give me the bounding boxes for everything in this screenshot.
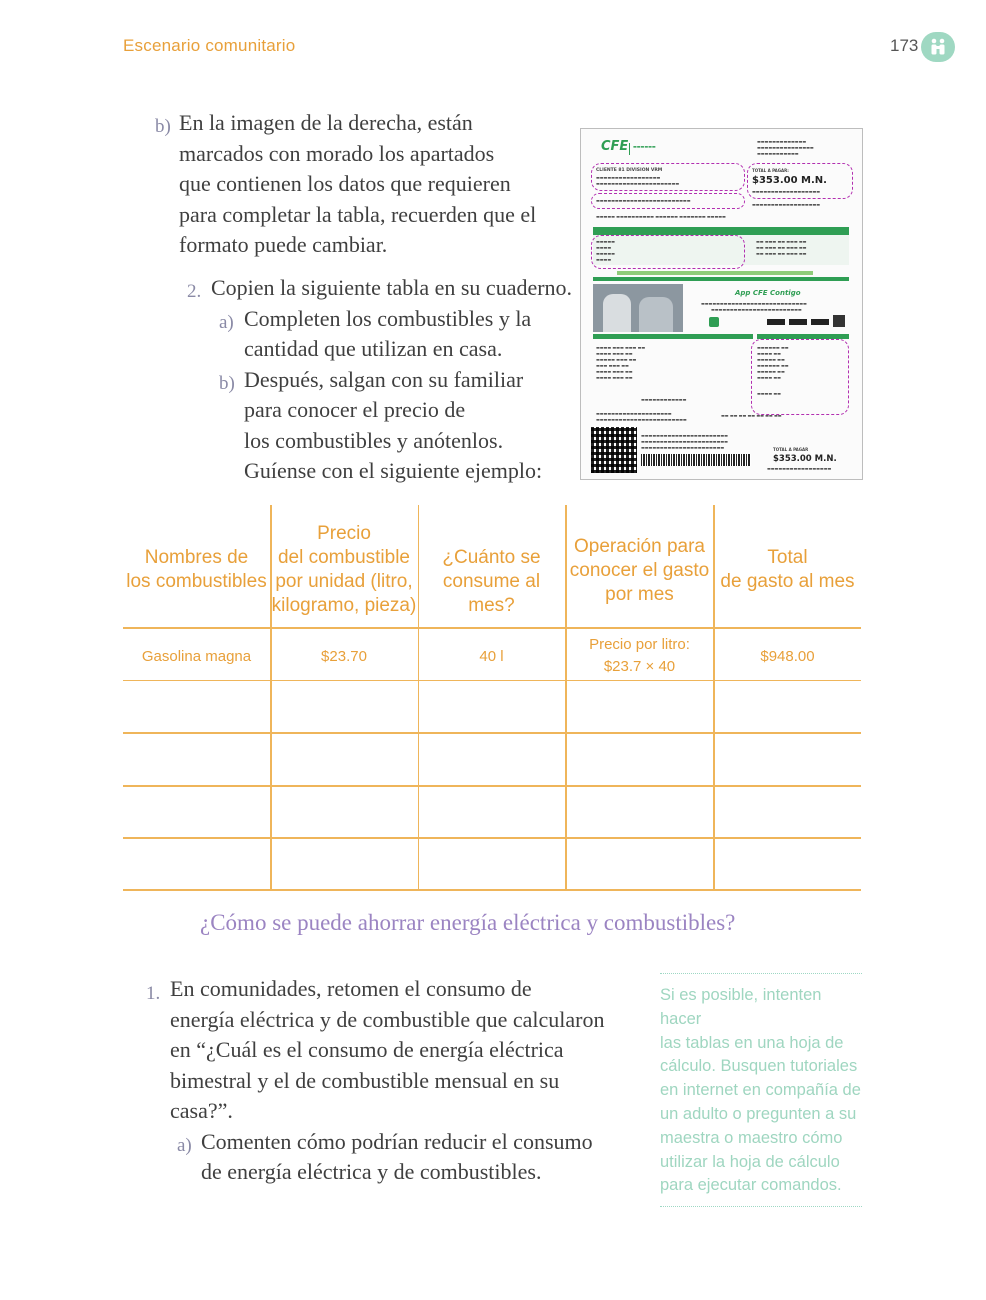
part-1-line: En comunidades, retomen el consumo de bbox=[170, 976, 532, 1001]
section-title: Escenario comunitario bbox=[123, 36, 296, 55]
community-icon bbox=[921, 32, 955, 62]
step-2a-line: cantidad que utilizan en casa. bbox=[244, 336, 503, 361]
header-monthly-consumption: ¿Cuánto se consume al mes? bbox=[442, 547, 541, 616]
electricity-bill-image: CFE ▬▬▬▬▬▬ ▬▬▬▬▬▬▬▬▬▬▬▬▬ ▬▬▬▬▬▬▬▬▬▬▬▬▬▬▬ ▬▬▬▬▬▬▬▬▬▬▬ CLIENTE 81 DIVISION VRM ▬▬▬▬▬▬▬▬▬▬▬▬▬▬▬▬▬ ▬▬▬▬▬▬▬▬▬▬▬▬▬▬▬▬▬▬▬▬▬▬ TOTAL A PAGAR: $353.00 M.N. ▬▬▬▬▬▬▬▬▬▬▬▬▬▬▬▬▬▬ ▬▬▬▬▬▬▬▬▬▬▬▬▬▬▬▬▬▬▬▬▬▬▬▬▬ ▬▬▬▬▬▬▬▬▬▬▬▬▬▬▬▬▬▬ ▬▬▬▬▬ ▬▬▬▬▬▬▬▬▬▬ ▬▬▬▬▬▬ ▬▬▬▬▬▬▬ ▬▬▬▬▬ ▬▬▬▬▬ ▬▬▬▬ ▬▬▬▬▬ ▬▬▬▬ ▬▬ ▬▬▬ ▬▬ ▬▬▬ ▬▬ ▬▬ ▬▬▬ ▬▬ ▬▬▬ ▬▬ ▬▬ ▬▬▬ ▬▬ ▬▬▬ ▬▬ App CFE Contigo ▬▬▬▬▬▬▬▬▬▬▬▬▬▬▬▬▬▬▬▬▬▬▬▬▬▬▬▬ ▬▬▬▬▬▬▬▬▬▬▬▬▬▬▬▬▬▬▬▬▬▬▬▬ ▬▬▬▬ ▬▬▬ ▬▬▬ ▬▬ ▬▬▬▬ ▬▬▬ ▬▬ ▬▬▬▬▬ ▬▬▬ ▬▬ ▬▬▬ ▬▬▬ ▬▬ ▬▬▬▬ ▬▬▬ ▬▬ ▬▬▬▬ ▬▬▬ ▬▬ ▬▬▬▬▬▬ ▬▬ ▬▬▬▬ ▬▬ ▬▬▬▬▬ ▬▬ ▬▬▬▬▬▬ ▬▬ ▬▬▬▬▬ ▬▬ ▬▬▬▬ ▬▬ ▬▬▬▬ ▬▬ ▬▬▬▬▬▬▬▬▬▬▬▬ ▬▬▬▬▬▬▬▬▬▬▬▬▬▬▬▬▬▬▬▬ ▬▬▬▬▬▬▬▬▬▬▬▬▬▬▬▬▬▬▬▬▬▬▬▬ ▬▬ ▬▬ ▬▬ ▬▬ ▬▬ ▬▬ ▬▬ ▬▬▬▬▬▬▬▬▬▬▬▬▬▬▬▬▬▬▬▬▬▬▬ ▬▬▬▬▬▬▬▬▬▬▬▬▬▬▬▬▬▬▬▬▬▬▬ ▬▬▬▬▬▬▬▬▬▬▬▬▬▬▬▬▬▬▬▬▬▬ TOTAL A PAGAR $353.00 M.N. ▬▬▬▬▬▬▬▬▬▬▬▬▬▬▬▬▬ bbox=[580, 128, 863, 480]
tip-line: las tablas en una hoja de bbox=[660, 1033, 844, 1052]
app-title: App CFE Contigo bbox=[735, 289, 801, 297]
tip-line: maestra o maestro cómo bbox=[660, 1128, 843, 1147]
bill-total-label: TOTAL A PAGAR: bbox=[752, 168, 789, 173]
header-operation: Operación para conocer el gasto por mes bbox=[569, 536, 710, 605]
part-1a-marker: a) bbox=[177, 1135, 192, 1156]
part-1-line: en “¿Cuál es el consumo de energía eléctrica bbox=[170, 1037, 564, 1062]
bottom-total: $353.00 M.N. bbox=[773, 454, 837, 464]
part-1-line: energía eléctrica y de combustible que calcularon bbox=[170, 1006, 605, 1032]
header-total: Total de gasto al mes bbox=[720, 547, 855, 592]
cell-quantity: 40 l bbox=[479, 648, 504, 665]
cell-total: $948.00 bbox=[760, 648, 815, 665]
step-2-marker: 2. bbox=[187, 281, 202, 302]
header-fuel-names: Nombres de los combustibles bbox=[126, 547, 267, 592]
tip-line: Si es posible, intenten hacer bbox=[660, 986, 822, 1028]
step-2b-line: los combustibles y anótenlos. bbox=[244, 427, 504, 453]
part-1a-line: Comenten cómo podrían reducir el consumo bbox=[201, 1128, 593, 1154]
header-unit-price: Precio del combustible por unidad (litro, kilogramo, pieza) bbox=[271, 523, 417, 616]
step-2b-line: Guíense con el siguiente ejemplo: bbox=[244, 458, 543, 483]
cell-fuel: Gasolina magna bbox=[141, 648, 252, 665]
bottom-total-label: TOTAL A PAGAR bbox=[773, 447, 809, 452]
step-2b-marker: b) bbox=[219, 373, 235, 394]
part-b-line: formato puede cambiar. bbox=[179, 232, 388, 257]
part-1-line: bimestral y el de combustible mensual en su bbox=[170, 1067, 560, 1093]
bill-total: $353.00 M.N. bbox=[752, 175, 827, 186]
part-b-line: que contienen los datos que requieren bbox=[179, 171, 511, 196]
page-number: 173 bbox=[890, 36, 919, 55]
step-2b-line: Después, salgan con su familiar bbox=[244, 366, 524, 392]
part-b-line: marcados con morado los apartados bbox=[179, 140, 495, 166]
part-1-line: casa?”. bbox=[170, 1098, 233, 1123]
fuel-cost-table bbox=[123, 505, 861, 890]
step-2b-line: para conocer el precio de bbox=[244, 397, 466, 422]
cell-price: $23.70 bbox=[321, 648, 367, 665]
step-2a-line: Completen los combustibles y la bbox=[244, 305, 532, 331]
tip-line: utilizar la hoja de cálculo bbox=[660, 1152, 840, 1171]
cfe-logo: CFE bbox=[601, 139, 629, 154]
part-1a-line: de energía eléctrica y de combustibles. bbox=[201, 1159, 542, 1184]
tip-line: cálculo. Busquen tutoriales bbox=[660, 1057, 858, 1076]
part-b-marker: b) bbox=[155, 116, 171, 137]
tip-line: para ejecutar comandos. bbox=[660, 1176, 842, 1195]
section-question: ¿Cómo se puede ahorrar energía eléctrica y combustibles? bbox=[200, 910, 736, 935]
tip-line: en internet en compañía de bbox=[660, 1081, 861, 1100]
step-2-text: Copien la siguiente tabla en su cuaderno. bbox=[211, 275, 573, 300]
spreadsheet-tip-note bbox=[660, 973, 862, 1207]
step-2a-marker: a) bbox=[219, 312, 234, 333]
part-b-line: En la imagen de la derecha, están bbox=[179, 110, 473, 135]
part-1-marker: 1. bbox=[146, 983, 161, 1004]
cell-operation: Precio por litro: $23.7 × 40 bbox=[589, 636, 690, 675]
part-b-line: para completar la tabla, recuerden que el bbox=[179, 201, 537, 227]
tip-line: un adulto o pregunten a su bbox=[660, 1104, 857, 1123]
bill-client: CLIENTE 81 DIVISION VRM bbox=[596, 168, 663, 173]
